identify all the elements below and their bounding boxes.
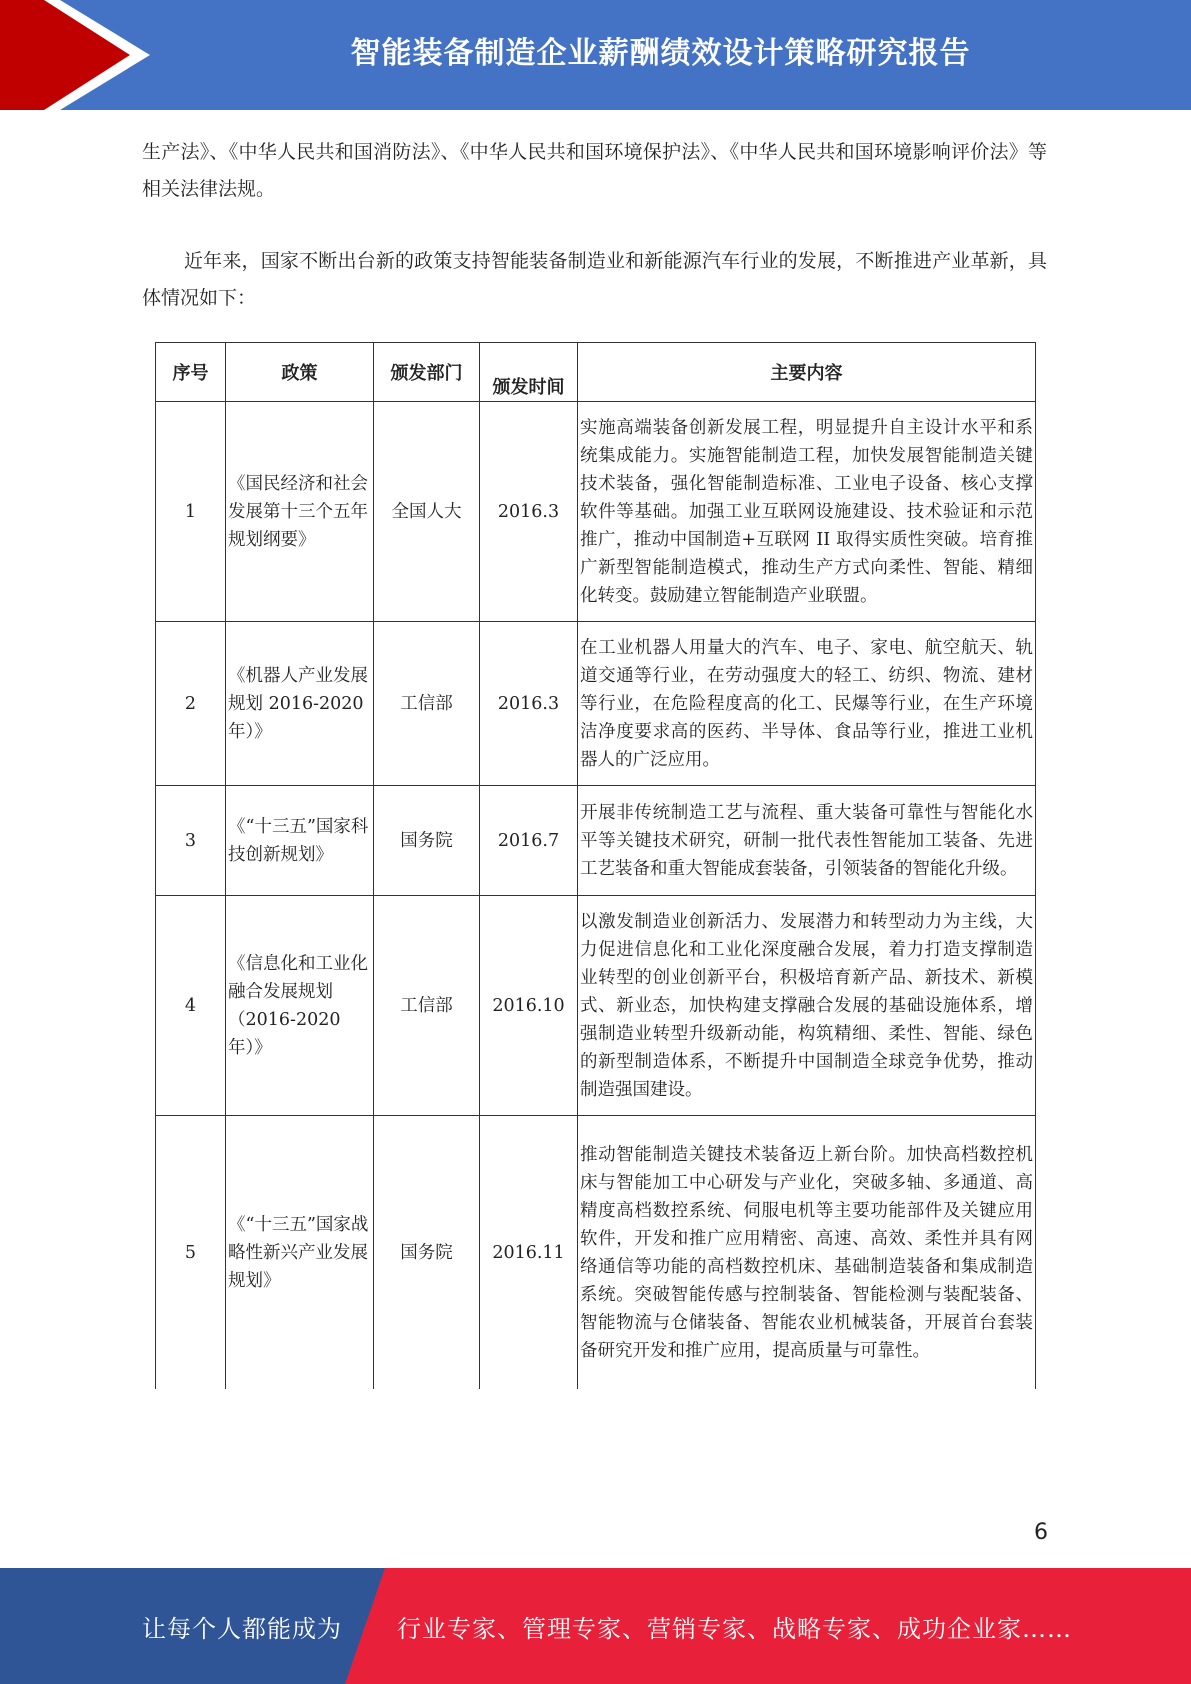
row-date: 2016.3 [480,402,578,622]
row-department: 全国人大 [374,402,480,622]
header-cell-department: 颁发部门 [374,343,480,402]
row-number: 3 [156,786,226,896]
table-row [156,402,1036,622]
row-number: 4 [156,896,226,1116]
header-cell-number: 序号 [156,343,226,402]
footer-slogan-right: 行业专家、管理专家、营销专家、战略专家、成功企业家…… [397,1614,1072,1643]
paragraph-intro: 近年来，国家不断出台新的政策支持智能装备制造业和新能源汽车行业的发展，不断推进产业革新，具体情况如下： [142,250,1047,309]
table-row [156,786,1036,896]
header-cell-policy: 政策 [226,343,374,402]
row-content: 在工业机器人用量大的汽车、电子、家电、航空航天、轨道交通等行业，在劳动强度大的轻工、纺织、物流、建材等行业，在危险程度高的化工、民爆等行业，在生产环境洁净度要求高的医药、半导体、食品等行业，推进工业机器人的广泛应用。 [578,622,1036,786]
row-department: 工信部 [374,896,480,1116]
row-department: 工信部 [374,622,480,786]
table-row [156,1116,1036,1390]
row-number: 2 [156,622,226,786]
footer-slogan-left: 让每个人都能成为 [142,1614,342,1643]
row-number: 1 [156,402,226,622]
row-policy: 《信息化和工业化融合发展规划（2016-2020 年）》 [226,896,374,1116]
row-department: 国务院 [374,1116,480,1390]
report-title: 智能装备制造企业薪酬绩效设计策略研究报告 [350,36,971,71]
row-content: 开展非传统制造工艺与流程、重大装备可靠性与智能化水平等关键技术研究，研制一批代表性智能加工装备、先进工艺装备和重大智能成套装备，引领装备的智能化升级。 [578,786,1036,896]
header-cell-content: 主要内容 [578,343,1036,402]
row-policy: 《“十三五”国家科技创新规划》 [226,786,374,896]
row-date: 2016.7 [480,786,578,896]
table-header-row [156,343,1036,402]
row-date: 2016.3 [480,622,578,786]
header-cell-date: 颁发时间 [480,343,578,402]
paragraph-laws: 生产法》、《中华人民共和国消防法》、《中华人民共和国环境保护法》、《中华人民共和国环境影响评价法》等相关法律法规。 [142,141,1047,200]
page-number: 6 [1034,1520,1048,1545]
policy-table [155,342,1036,1389]
header-banner [0,0,1191,110]
row-content: 实施高端装备创新发展工程，明显提升自主设计水平和系统集成能力。实施智能制造工程，加快发展智能制造关键技术装备，强化智能制造标准、工业电子设备、核心支撑软件等基础。加强工业互联网设施建设、技术验证和示范推广，推动中国制造+互联网 II 取得实质性突破。培育推广新型智能制造模式，推动生产方式向柔性、智能、精细化转变。鼓励建立智能制造产业联盟。 [578,402,1036,622]
table-row [156,896,1036,1116]
row-date: 2016.11 [480,1116,578,1390]
row-content: 以激发制造业创新活力、发展潜力和转型动力为主线，大力促进信息化和工业化深度融合发展，着力打造支撑制造业转型的创业创新平台，积极培育新产品、新技术、新模式、新业态，加快构建支撑融合发展的基础设施体系，增强制造业转型升级新动能，构筑精细、柔性、智能、绿色的新型制造体系，不断提升中国制造全球竞争优势，推动制造强国建设。 [578,896,1036,1116]
row-department: 国务院 [374,786,480,896]
row-number: 5 [156,1116,226,1390]
row-policy: 《“十三五”国家战略性新兴产业发展规划》 [226,1116,374,1390]
table-row [156,622,1036,786]
row-policy: 《国民经济和社会发展第十三个五年规划纲要》 [226,402,374,622]
row-policy: 《机器人产业发展规划 2016-2020 年）》 [226,622,374,786]
footer-banner [0,1568,1191,1684]
row-content: 推动智能制造关键技术装备迈上新台阶。加快高档数控机床与智能加工中心研发与产业化，突破多轴、多通道、高精度高档数控系统、伺服电机等主要功能部件及关键应用软件，开发和推广应用精密、高速、高效、柔性并具有网络通信等功能的高档数控机床、基础制造装备和集成制造系统。突破智能传感与控制装备、智能检测与装配装备、智能物流与仓储装备、智能农业机械装备，开展首台套装备研究开发和推广应用，提高质量与可靠性。 [578,1116,1036,1390]
row-date: 2016.10 [480,896,578,1116]
